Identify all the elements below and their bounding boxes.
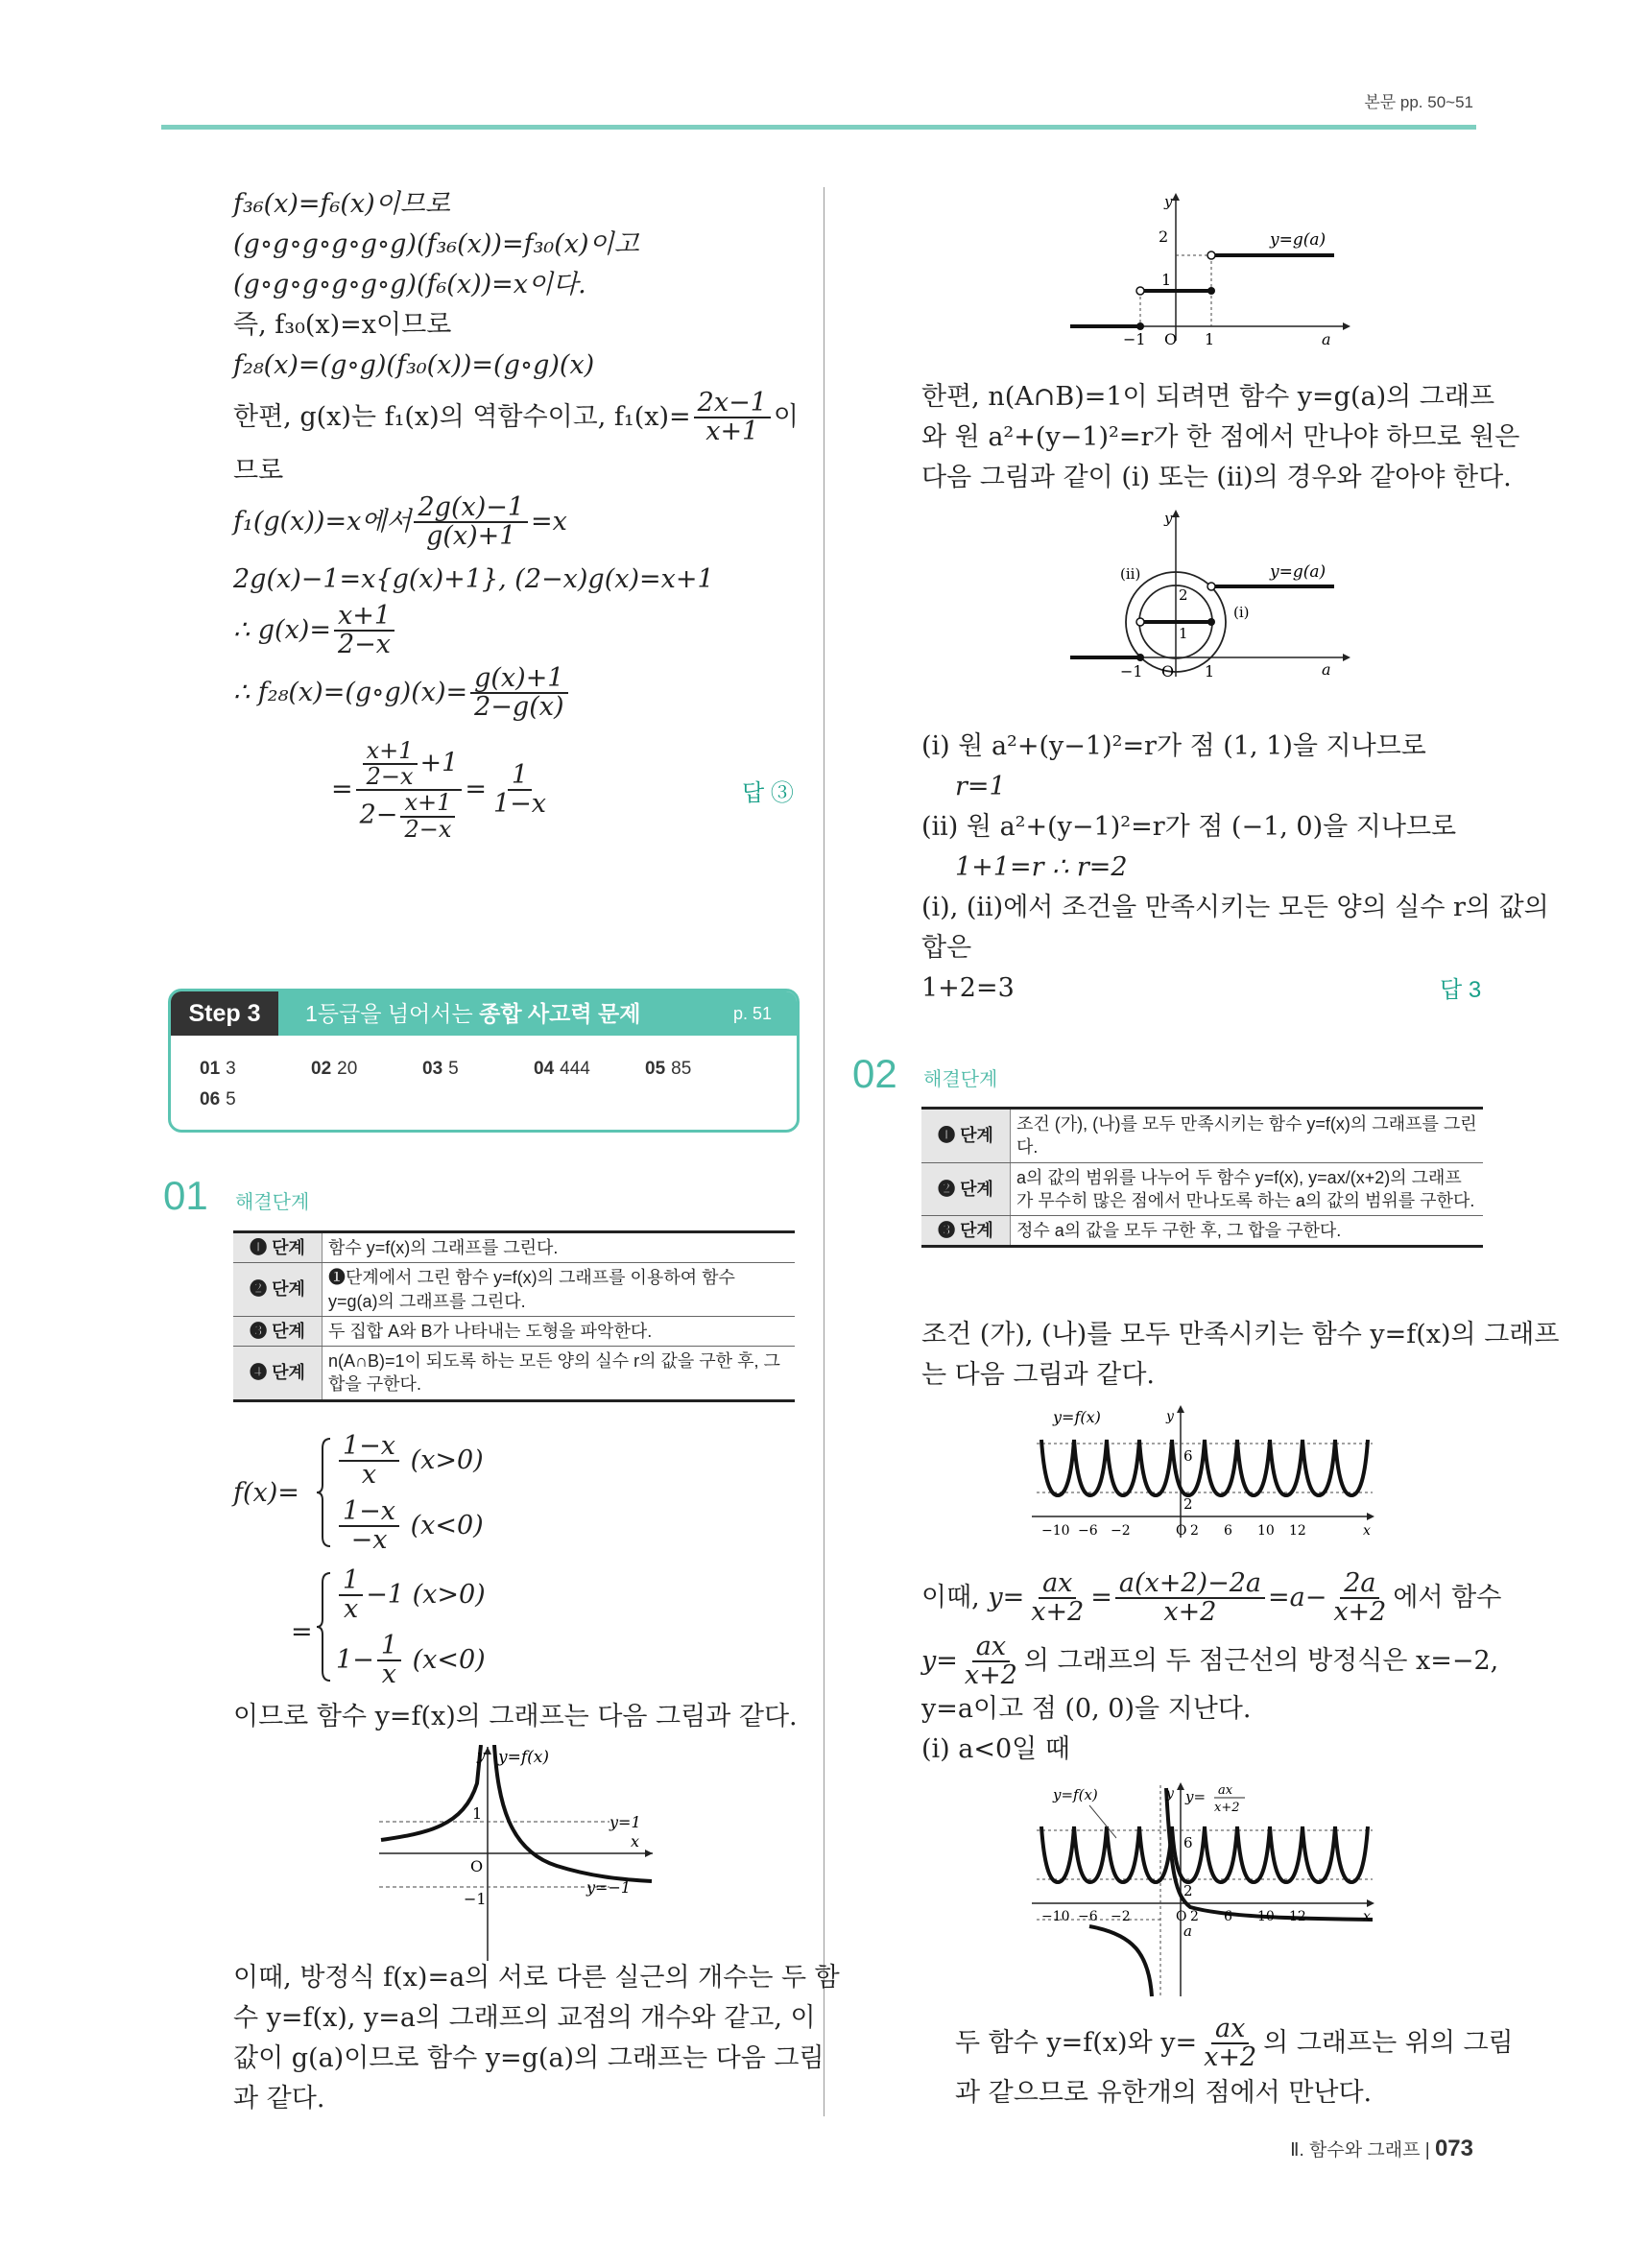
- answer-item: [311, 1059, 357, 1080]
- step-text: 정수 a의 값을 모두 구한 후, 그 합을 구한다.: [1011, 1216, 1484, 1247]
- step-text: a의 값의 범위를 나누어 두 함수 y=f(x), y=ax/(x+2)의 그래프가 무수히 많은 점에서 만나도록 하는 a의 값의 범위를 구한다.: [1011, 1162, 1484, 1216]
- label-g: y=g(a): [1270, 562, 1326, 582]
- point-open: [1207, 583, 1215, 590]
- brace-1: [315, 1435, 334, 1550]
- step3-answer-box: [168, 989, 800, 1133]
- label-minus-one: −1: [464, 1890, 487, 1908]
- point-filled: [1136, 322, 1144, 330]
- answer-item: [200, 1059, 236, 1080]
- x-arrow-icon: [645, 1850, 653, 1857]
- tick-label: 6: [1224, 1523, 1232, 1539]
- y-arrow-icon: [1177, 1782, 1184, 1790]
- case-4: [336, 1633, 486, 1689]
- step-head: ❶ 단계: [233, 1232, 323, 1263]
- inner-fraction: [400, 791, 455, 841]
- point-open: [1136, 287, 1144, 295]
- two-minus: 2−: [359, 800, 398, 831]
- tick-label: −2: [1111, 1909, 1131, 1924]
- label-six: 6: [1183, 1447, 1193, 1465]
- line-6-text: 한편, g(x)는 f₁(x)의 역함수이고, f₁(x)=: [233, 401, 691, 432]
- step-head: ❸ 단계: [921, 1216, 1011, 1247]
- tick-label: 12: [1289, 1523, 1306, 1539]
- denominator: 2−x: [337, 630, 391, 660]
- question-number-01: 01: [163, 1173, 208, 1218]
- s-line-7: [955, 2016, 1514, 2072]
- tick-label: 2: [1190, 1909, 1199, 1924]
- tick-label: −6: [1078, 1523, 1098, 1539]
- label-y: y: [1164, 193, 1173, 210]
- step-text: 함수 y=f(x)의 그래프를 그린다.: [323, 1232, 796, 1263]
- step3-label: Step 3: [171, 991, 278, 1036]
- line-8-tail: =x: [531, 506, 567, 537]
- answer-no: 04: [534, 1059, 555, 1079]
- term: 1−: [336, 1644, 374, 1675]
- line-10: [233, 603, 397, 659]
- tick-label: −10: [1041, 1909, 1070, 1924]
- chapter-title: Ⅱ. 함수와 그래프: [1290, 2140, 1421, 2161]
- label-two: 2: [1179, 586, 1188, 604]
- fraction: [470, 665, 567, 722]
- numerator: g(x)+1: [470, 665, 567, 694]
- step-text: 두 집합 A와 B가 나타내는 도형을 파악한다.: [323, 1316, 796, 1346]
- point-filled: [1136, 654, 1144, 661]
- label-x-one: 1: [1205, 662, 1215, 680]
- condition: (x>0): [410, 1444, 484, 1475]
- case-3: [336, 1567, 486, 1624]
- table-row: [233, 1347, 795, 1401]
- line-11: [233, 665, 571, 722]
- condition: (x<0): [412, 1644, 486, 1675]
- step3-page: p. 51: [732, 1004, 772, 1023]
- numerator: ax: [1211, 2016, 1249, 2044]
- text: y=: [988, 1582, 1025, 1612]
- graph-g: [1070, 187, 1358, 350]
- label-y1: y=1: [609, 1813, 641, 1831]
- plus-one: +1: [419, 748, 459, 778]
- x-arrow-icon: [1367, 1899, 1374, 1907]
- label-ym1: y=−1: [586, 1878, 632, 1897]
- s-line-2: 는 다음 그림과 같다.: [921, 1360, 1155, 1390]
- graph-intersection: [1032, 1780, 1377, 2001]
- answer-item: [422, 1059, 459, 1080]
- denominator: x+1: [705, 417, 759, 447]
- answer-no: 03: [422, 1059, 443, 1079]
- answer-val: 3: [226, 1059, 236, 1079]
- label-two: 2: [1183, 1495, 1193, 1513]
- term: −1: [366, 1579, 404, 1610]
- result-fraction: [490, 762, 550, 819]
- fraction: [334, 603, 394, 659]
- step-head: ❸ 단계: [233, 1316, 323, 1346]
- equals: =: [291, 1617, 313, 1647]
- s-line-4: [921, 1634, 1498, 1690]
- label-x: x: [1363, 1909, 1371, 1924]
- table-row: [921, 1216, 1483, 1247]
- line-6: [233, 390, 799, 446]
- brace-2: [315, 1569, 334, 1684]
- step-head: ❶ 단계: [921, 1109, 1011, 1163]
- solution-steps-label: 해결단계: [235, 1192, 310, 1213]
- numerator: 1−x: [339, 1433, 399, 1462]
- y-arrow-icon: [1172, 193, 1180, 201]
- table-row: [921, 1162, 1483, 1216]
- q01-steps-table: [233, 1230, 795, 1402]
- s-line-8: 과 같으므로 유한개의 점에서 만난다.: [955, 2078, 1373, 2108]
- step-text: ❶단계에서 그린 함수 y=f(x)의 그래프를 이용하여 함수 y=g(a)의 그래프를 그린다.: [323, 1263, 796, 1317]
- step-head: ❹ 단계: [233, 1347, 323, 1401]
- denominator: x+2: [964, 1660, 1017, 1691]
- r-line-2: 와 원 a²+(y−1)²=r가 한 점에서 만나야 하므로 원은: [921, 422, 1520, 452]
- label-g-den: x+2: [1214, 1801, 1240, 1815]
- fx-label: f(x)=: [233, 1478, 299, 1508]
- line-2: (g∘g∘g∘g∘g∘g)(f₃₆(x))=f₃₀(x)이고: [233, 229, 639, 259]
- text: 의 그래프는 위의 그림: [1263, 2027, 1514, 2058]
- answer-no: 05: [645, 1059, 666, 1079]
- hyperbola-right: [1166, 1788, 1373, 1920]
- numerator: x+1: [363, 739, 418, 765]
- answer-no: 02: [311, 1059, 332, 1079]
- step-text: 조건 (가), (나)를 모두 만족시키는 함수 y=f(x)의 그래프를 그린다.: [1011, 1109, 1484, 1163]
- label-case-i: (i): [1233, 604, 1250, 621]
- question-number-02: 02: [852, 1051, 897, 1096]
- periodic-curve: [1041, 1826, 1368, 1882]
- text-2: 이때, 방정식 f(x)=a의 서로 다른 실근의 개수는 두 함: [233, 1963, 840, 1993]
- title-bold: 종합 사고력 문제: [479, 1001, 641, 1026]
- answer-val: 5: [448, 1059, 459, 1079]
- label-a: a: [1322, 330, 1331, 348]
- tick-label: 12: [1289, 1909, 1306, 1924]
- numerator: 1: [377, 1633, 401, 1661]
- curve-left: [381, 1745, 481, 1840]
- step3-title: [305, 991, 640, 1036]
- denominator: g(x)+1: [426, 521, 516, 552]
- point-filled: [1207, 287, 1215, 295]
- step-head: ❷ 단계: [233, 1263, 323, 1317]
- answer-1: 답 ③: [742, 780, 794, 806]
- step-text: n(A∩B)=1이 되도록 하는 모든 양의 실수 r의 값을 구한 후, 그 합을 구한다.: [323, 1347, 796, 1401]
- label-a: a: [1322, 660, 1331, 679]
- a-arrow-icon: [1343, 322, 1350, 330]
- step-head: ❷ 단계: [921, 1162, 1011, 1216]
- label-one: 1: [1161, 271, 1172, 289]
- r-line-4: (i) 원 a²+(y−1)²=r가 점 (1, 1)을 지나므로: [921, 731, 1426, 761]
- table-row: [233, 1263, 795, 1317]
- a-arrow-icon: [1343, 654, 1350, 661]
- denominator: x+2: [1204, 2042, 1257, 2073]
- s-line-6: (i) a<0일 때: [921, 1734, 1070, 1764]
- label-minus-one: −1: [1123, 330, 1146, 348]
- y-arrow-icon: [1177, 1405, 1184, 1413]
- numerator: x+1: [400, 791, 455, 817]
- numerator: 2a: [1340, 1570, 1379, 1599]
- r-line-3: 다음 그림과 같이 (i) 또는 (ii)의 경우와 같아야 한다.: [921, 463, 1512, 492]
- denominator: 2−g(x): [474, 692, 564, 723]
- label-f: y=f(x): [1053, 1786, 1098, 1803]
- label-g: y=g(a): [1270, 230, 1326, 250]
- page-reference: 본문 pp. 50~51: [1364, 93, 1473, 111]
- answer-item: [200, 1089, 236, 1110]
- solution-steps-label: 해결단계: [923, 1069, 998, 1090]
- label-x: x: [631, 1832, 640, 1850]
- line-8-text: f₁(g(x))=x에서: [233, 506, 412, 537]
- condition: (x>0): [412, 1579, 486, 1610]
- header-rule: [161, 125, 1476, 130]
- label-two: 2: [1159, 227, 1169, 246]
- answer-no: 06: [200, 1089, 221, 1110]
- tick-label: O: [1176, 1523, 1187, 1539]
- label-minus-one: −1: [1120, 662, 1143, 680]
- denominator: x: [343, 1594, 359, 1625]
- text: 이때,: [921, 1582, 980, 1612]
- tick-labels: [1041, 1909, 1306, 1924]
- line-10-text: ∴ g(x)=: [233, 614, 331, 645]
- text: 에서 함수: [1393, 1582, 1502, 1612]
- numerator: 2g(x)−1: [414, 494, 528, 523]
- line-11-text: ∴ f₂₈(x)=(g∘g)(x)=: [233, 677, 468, 707]
- r-line-9: 합은: [921, 933, 972, 963]
- numerator: 1: [339, 1567, 363, 1596]
- tick-label: 10: [1257, 1523, 1275, 1539]
- label-a: a: [1183, 1922, 1192, 1940]
- answer-val: 444: [560, 1059, 590, 1079]
- table-row: [921, 1109, 1483, 1163]
- graph-f: [379, 1745, 657, 1966]
- line-8: [233, 494, 567, 551]
- tick-label: 6: [1224, 1909, 1232, 1924]
- label-origin: O: [1161, 662, 1175, 680]
- denominator: 2−x: [366, 763, 414, 791]
- numerator: 1−x: [339, 1498, 399, 1527]
- table-row: [233, 1232, 795, 1263]
- title-pre: 1등급을 넘어서는: [305, 1001, 473, 1026]
- tick-label: 2: [1190, 1523, 1199, 1539]
- text-5: 과 같다.: [233, 2084, 325, 2113]
- denominator: −x: [350, 1525, 388, 1556]
- denominator: x: [361, 1460, 377, 1491]
- answer-item: [534, 1059, 590, 1080]
- x-arrow-icon: [1367, 1513, 1374, 1520]
- denominator: 2−x: [404, 815, 452, 843]
- inner-fraction: [363, 739, 418, 789]
- label-one: 1: [1179, 625, 1188, 642]
- s-line-1: 조건 (가), (나)를 모두 만족시키는 함수 y=f(x)의 그래프: [921, 1320, 1560, 1349]
- text: 의 그래프의 두 점근선의 방정식은 x=−2,: [1023, 1645, 1499, 1676]
- leader-line: [1089, 1805, 1116, 1838]
- numerator: a(x+2)−2a: [1115, 1570, 1265, 1599]
- label-f: y=f(x): [1053, 1408, 1101, 1426]
- graph-periodic: [1032, 1403, 1377, 1547]
- tick-label: O: [1176, 1909, 1187, 1924]
- label-x-one: 1: [1205, 330, 1215, 348]
- denominator: x+2: [1031, 1597, 1085, 1628]
- denominator: x: [381, 1659, 397, 1690]
- numerator: ax: [1039, 1570, 1076, 1599]
- hyperbola-left: [1089, 1926, 1152, 1996]
- fraction: [414, 494, 528, 551]
- tick-label: 10: [1257, 1909, 1275, 1924]
- answer-val: 5: [226, 1089, 236, 1110]
- text: 두 함수 y=f(x)와 y=: [955, 2027, 1198, 2058]
- line-3: (g∘g∘g∘g∘g∘g)(f₆(x))=x이다.: [233, 270, 586, 299]
- q02-steps-table: [921, 1107, 1483, 1248]
- compound-fraction: [356, 739, 463, 842]
- s-line-5: y=a이고 점 (0, 0)을 지난다.: [921, 1694, 1252, 1724]
- text-1: 이므로 함수 y=f(x)의 그래프는 다음 그림과 같다.: [233, 1702, 798, 1731]
- r-line-6: (ii) 원 a²+(y−1)²=r가 점 (−1, 0)을 지나므로: [921, 812, 1457, 842]
- tick-label: −10: [1041, 1523, 1070, 1539]
- tick-labels: [1041, 1523, 1306, 1539]
- numerator: ax: [972, 1634, 1010, 1662]
- r-line-1: 한편, n(A∩B)=1이 되려면 함수 y=g(a)의 그래프: [921, 382, 1495, 412]
- label-x: x: [1363, 1523, 1371, 1539]
- table-row: [233, 1316, 795, 1346]
- label-g-num: ax: [1218, 1783, 1233, 1798]
- footer: Ⅱ. 함수와 그래프 | 073: [1290, 2136, 1473, 2161]
- numerator: 1: [508, 762, 532, 791]
- label-y: y: [477, 1747, 486, 1764]
- text-3: 수 y=f(x), y=a의 그래프의 교점의 개수와 같고, 이: [233, 2003, 816, 2033]
- label-origin: O: [1164, 330, 1178, 348]
- denominator: x+2: [1333, 1597, 1387, 1628]
- label-y: y: [1166, 1409, 1174, 1424]
- point-open: [1207, 251, 1215, 259]
- answer-val: 85: [671, 1059, 692, 1079]
- label-g: y=: [1185, 1788, 1207, 1805]
- r-line-8: (i), (ii)에서 조건을 만족시키는 모든 양의 실수 r의 값의: [921, 893, 1549, 922]
- label-f: y=f(x): [498, 1748, 549, 1767]
- line-5: f₂₈(x)=(g∘g)(f₃₀(x))=(g∘g)(x): [233, 350, 595, 380]
- label-y: y: [1166, 1786, 1174, 1802]
- label-one: 1: [472, 1804, 483, 1823]
- label-origin: O: [470, 1857, 484, 1875]
- y-arrow-icon: [1172, 510, 1180, 517]
- line-12: = $\frac{x+1}{2-x}$ +1 2− $\frac{x+1}{2-x}$ = $\frac{1}{1-x}$: [331, 739, 553, 842]
- label-two: 2: [1183, 1882, 1193, 1899]
- line-1: f₃₆(x)=f₆(x)이므로: [233, 189, 450, 219]
- numerator: x+1: [334, 603, 394, 632]
- r-line-10: 1+2=3: [921, 973, 1015, 1003]
- graph-circles: [1070, 504, 1358, 686]
- line-7: 므로: [233, 456, 284, 486]
- answer-no: 01: [200, 1059, 221, 1079]
- answer-item: [645, 1059, 691, 1080]
- fraction: [694, 390, 771, 446]
- case-2: [336, 1498, 484, 1555]
- condition: (x<0): [410, 1510, 484, 1540]
- line-4: 즉, f₃₀(x)=x이므로: [233, 310, 452, 340]
- text-4: 값이 g(a)이므로 함수 y=g(a)의 그래프는 다음 그림: [233, 2043, 824, 2073]
- denominator: x+2: [1163, 1597, 1217, 1628]
- text: =a−: [1267, 1582, 1327, 1612]
- tick-label: −2: [1111, 1523, 1131, 1539]
- denominator: 1−x: [492, 789, 547, 820]
- answer-val: 20: [337, 1059, 358, 1079]
- periodic-curve: [1041, 1440, 1368, 1495]
- label-six: 6: [1183, 1834, 1193, 1851]
- answer-2: 답 3: [1440, 977, 1482, 1003]
- text: y=: [921, 1645, 958, 1676]
- r-line-7: 1+1=r ∴ r=2: [955, 852, 1128, 882]
- case-1: [336, 1433, 484, 1490]
- page-number: 073: [1434, 2136, 1473, 2161]
- point-open: [1136, 618, 1144, 626]
- line-9: 2g(x)−1=x{g(x)+1}, (2−x)g(x)=x+1: [233, 564, 714, 594]
- point-filled: [1207, 618, 1215, 626]
- numerator: 2x−1: [694, 390, 771, 418]
- s-line-3: 이때, y= $\frac{ax}{x+2}$ = $\frac{a(x+2)-2a}{x+2}$ =a− $\frac{2a}{x+2}$ 에서 함수: [921, 1568, 1502, 1628]
- tick-label: −6: [1078, 1909, 1098, 1924]
- r-line-5: r=1: [955, 772, 1006, 801]
- label-case-ii: (ii): [1120, 565, 1141, 583]
- label-y: y: [1164, 510, 1173, 527]
- line-6-tail: 이: [773, 401, 799, 432]
